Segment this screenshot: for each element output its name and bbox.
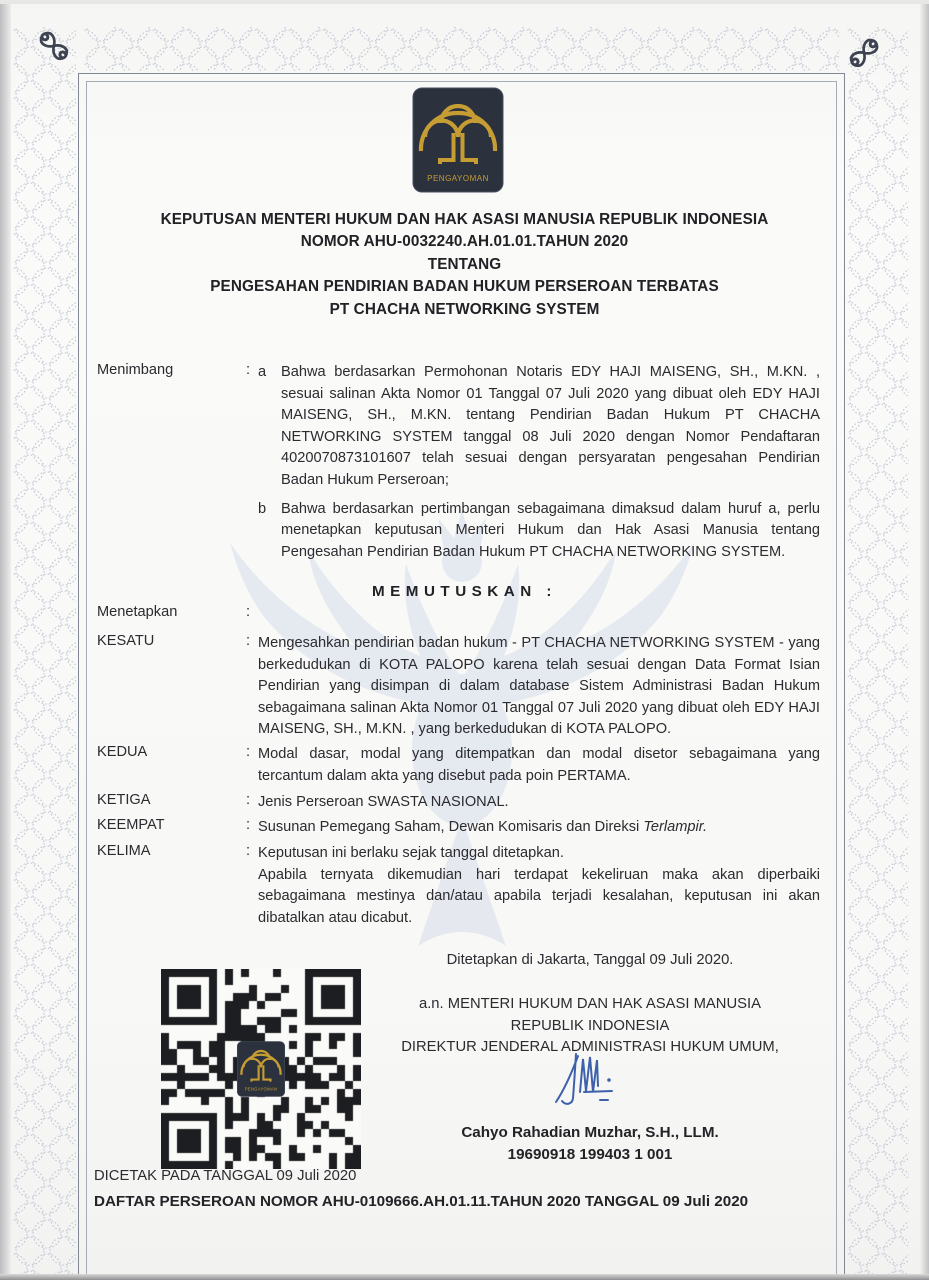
closing-on-behalf: a.n. MENTERI HUKUM DAN HAK ASASI MANUSIA [418, 996, 762, 1012]
closing-place-date: Ditetapkan di Jakarta, Tanggal 09 Juli 2020. [446, 952, 734, 968]
signature-ink [540, 1042, 625, 1120]
signer-name: Cahyo Rahadian Muzhar, S.H., LLM. [461, 1124, 719, 1141]
decision-text-regular: Susunan Pemegang Saham, Dewan Komisaris dan Direksi [258, 819, 644, 835]
qr-code-block [161, 969, 361, 1169]
decision-text: Jenis Perseroan SWASTA NASIONAL. [258, 794, 509, 810]
menimbang-item-b [258, 499, 820, 564]
memutuskan-heading: MEMUTUSKAN : [372, 583, 557, 600]
ministry-pengayoman-logo [412, 87, 504, 193]
printed-date-line: DICETAK PADA TANGGAL 09 Juli 2020 [94, 1168, 357, 1184]
border-pattern-right [847, 27, 909, 1280]
scan-edge-bottom [0, 1274, 929, 1280]
decision-text-para2: Apabila ternyata dikemudian hari terdapat kekeliruan maka akan diperbaiki sebagaimana mestinya dan/atau apabila terjadi kesalahan, keputusan ini akan dibatalkan atau dicabut. [258, 866, 820, 926]
title-line-4: PENGESAHAN PENDIRIAN BADAN HUKUM PERSEROAN TERBATAS [210, 278, 719, 296]
scan-edge-left [0, 0, 11, 1280]
decree-title [88, 209, 841, 321]
decision-colon: : [246, 633, 251, 649]
item-text: Bahwa berdasarkan Permohonan Notaris EDY HAJI MAISENG, SH., M.KN. , sesuai salinan Akta Nomor 01 Tanggal 07 Juli 2020 yang dibuat oleh EDY HAJI MAISENG, SH., M.KN. tentang Pendirian Badan Hukum PT CHACHA NETWORKING SYSTEM tanggal 08 Juli 2020 dengan Nomor Pendaftaran 4020070873101607 telah sesuai dengan persyaratan pengesahan Pendirian Badan Hukum Perseroan; [281, 364, 820, 488]
corner-ornament-icon [35, 26, 71, 64]
decision-text: Mengesahkan pendirian badan hukum - PT CHACHA NETWORKING SYSTEM - yang berkedudukan di KOTA PALOPO karena telah sesuai dengan Data Format Isian Pendirian yang disimpan di dalam database Sistem Administrasi Badan Hukum sebagaimana salinan Akta Nomor 01 Tanggal 07 Juli 2020 yang dibuat oleh EDY HAJI MAISENG, SH., M.KN. , yang berkedudukan di KOTA PALOPO. [258, 635, 820, 738]
item-text: Bahwa berdasarkan pertimbangan sebagaimana dimaksud dalam huruf a, perlu menetapkan keputusan Menteri Hukum dan Hak Asasi Manusia tentang Pengesahan Pendirian Badan Hukum PT CHACHA NETWORKING SYSTEM. [281, 500, 820, 560]
decision-label: KETIGA [97, 792, 151, 808]
signer-nip: 19690918 199403 1 001 [507, 1146, 673, 1163]
menimbang-content [258, 362, 820, 563]
item-marker: b [258, 500, 267, 517]
decision-text-italic: Terlampir. [643, 819, 708, 835]
menimbang-item-a [258, 362, 820, 492]
decision-text [258, 817, 820, 839]
menimbang-colon: : [246, 362, 251, 378]
decision-colon: : [246, 744, 251, 760]
menimbang-label: Menimbang [97, 362, 174, 378]
decision-colon: : [246, 843, 251, 859]
title-line-1: KEPUTUSAN MENTERI HUKUM DAN HAK ASASI MANUSIA REPUBLIK INDONESIA [160, 211, 769, 228]
scan-edge-right [920, 0, 929, 1280]
closing-office: DIREKTUR JENDERAL ADMINISTRASI HUKUM UMUM, [401, 1039, 779, 1056]
item-marker: a [258, 364, 267, 380]
decision-label: Menetapkan [97, 604, 178, 620]
corner-ornament-icon [847, 33, 883, 71]
decision-text: Modal dasar, modal yang ditempatkan dan modal disetor sebagaimana yang tercantum dalam akta yang disebut pada poin PERTAMA. [258, 746, 820, 784]
decision-text [258, 843, 820, 929]
decision-text-line1: Keputusan ini berlaku sejak tanggal ditetapkan. [258, 845, 564, 861]
decision-label: KEDUA [97, 744, 148, 760]
decision-label: KESATU [97, 633, 155, 649]
border-pattern-top [84, 27, 840, 71]
qr-center-logo [233, 1041, 289, 1097]
closing-republic: REPUBLIK INDONESIA [510, 1017, 670, 1034]
company-register-line: DAFTAR PERSEROAN NOMOR AHU-0109666.AH.01.11.TAHUN 2020 TANGGAL 09 Juli 2020 [94, 1193, 749, 1210]
decision-colon: : [246, 792, 251, 808]
title-line-3: TENTANG [427, 255, 502, 273]
title-line-5: PT CHACHA NETWORKING SYSTEM [329, 300, 600, 318]
decision-label: KELIMA [97, 843, 151, 859]
title-line-2: NOMOR AHU-0032240.AH.01.01.TAHUN 2020 [300, 233, 629, 251]
decision-colon: : [246, 604, 251, 620]
decision-colon: : [246, 817, 251, 833]
decision-label: KEEMPAT [97, 817, 165, 833]
scan-edge-top [0, 0, 929, 4]
border-pattern-left [13, 27, 76, 1280]
signer-block [400, 1122, 780, 1166]
